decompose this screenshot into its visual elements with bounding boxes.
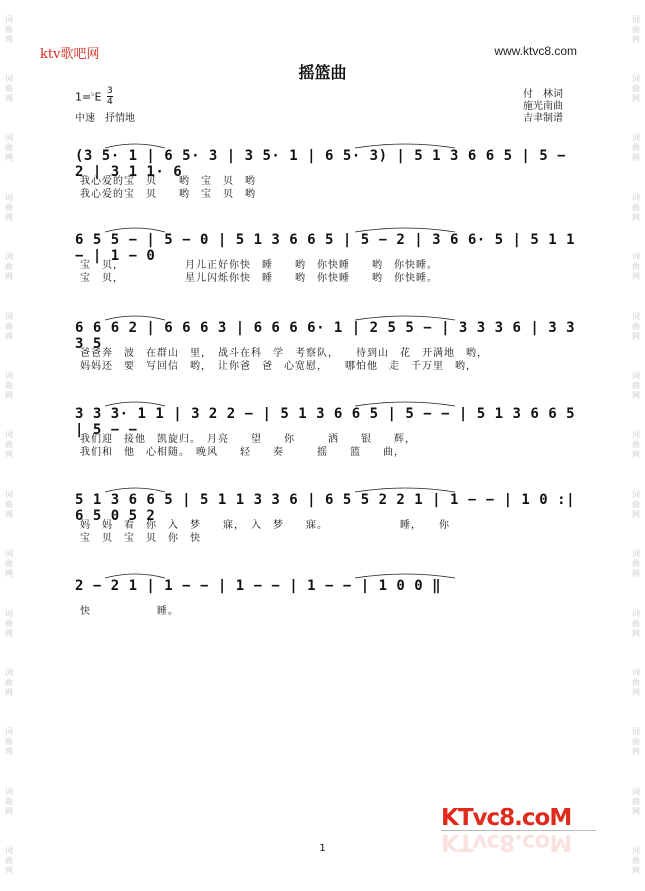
- watermark-glyph: 词 曲 网: [632, 786, 640, 816]
- lyric-line: 宝 贝 宝 贝 你 快: [80, 533, 201, 544]
- watermark-glyph: 词 曲 网: [5, 192, 13, 222]
- notation-line: 5 1 3 6 6 5 | 5 1 1 3 3 6 | 6 5 5 2 2 1 | 1 − − | 1 0 :| 6 5 0 5 2: [75, 492, 576, 524]
- lyric-line: 宝 贝， 星儿闪烁你快 睡 哟 你快睡 哟 你快睡。: [80, 273, 438, 284]
- notation-row: [75, 140, 575, 180]
- page-number: 1: [319, 843, 326, 854]
- watermark-glyph: 词 曲 网: [632, 846, 640, 876]
- notation-line: 6 6 6 2 | 6 6 6 3 | 6 6 6 6· 1 | 2 5 5 − | 3 3 3 6 | 3 3 3 5: [75, 320, 576, 352]
- watermark-glyph: 词 曲 网: [5, 846, 13, 876]
- watermark-glyph: 词 曲 网: [5, 311, 13, 341]
- watermark-glyph: 词 曲 网: [5, 489, 13, 519]
- key-signature: 1=♭E: [75, 90, 102, 104]
- watermark-glyph: 词 曲 网: [632, 549, 640, 579]
- watermark-glyph: 词 曲 网: [632, 727, 640, 757]
- watermark-glyph: 词 曲 网: [632, 14, 640, 44]
- watermark-glyph: 词 曲 网: [632, 74, 640, 104]
- lyric-line: 我心爱的宝 贝 哟 宝 贝 哟: [80, 176, 256, 187]
- notation-line: (3 5· 1 | 6 5· 3 | 3 5· 1 | 6 5· 3) | 5 1 3 6 6 5 | 5 − 2 | 3 1 1· 6: [75, 148, 567, 180]
- notation-row: [75, 570, 575, 596]
- notation-row: [75, 312, 576, 352]
- watermark-glyph: 词 曲 网: [5, 608, 13, 638]
- lyric-line: 宝 贝， 月儿正好你快 睡 哟 你快睡 哟 你快睡。: [80, 260, 438, 271]
- watermark-glyph: 词 曲 网: [5, 371, 13, 401]
- composer-credit: 施光南曲: [523, 101, 563, 112]
- side-watermark-left: [0, 0, 18, 891]
- notation-row: [75, 224, 576, 264]
- brand-logo: KTvc8.coM: [441, 805, 572, 831]
- lyric-line: 妈 妈 看 你 入 梦 寐， 入 梦 寐。 睡， 你: [80, 520, 450, 531]
- brand-logo-reflection: KTvc8.coM: [441, 829, 572, 855]
- watermark-glyph: 词 曲 网: [632, 667, 640, 697]
- notation-line: 2 − 2 1 | 1 − − | 1 − − | 1 − − | 1 0 0 ‖: [75, 578, 442, 594]
- watermark-glyph: 词 曲 网: [5, 549, 13, 579]
- lyric-line: 爸爸奔 波 在群山 里， 战斗在科 学 考察队， 待到山 花 开满地 哟，: [80, 348, 488, 359]
- lyric-line: 我们迎 接他 凯旋归。 月亮 望 你 洒 银 辉，: [80, 434, 416, 445]
- watermark-glyph: 词 曲 网: [632, 252, 640, 282]
- watermark-glyph: 词 曲 网: [5, 252, 13, 282]
- watermark-glyph: 词 曲 网: [5, 133, 13, 163]
- notation-row: [75, 398, 576, 438]
- watermark-glyph: 词 曲 网: [632, 311, 640, 341]
- site-url[interactable]: www.ktvc8.com: [494, 44, 577, 58]
- lyric-line: 快 睡。: [80, 606, 179, 617]
- watermark-glyph: 词 曲 网: [5, 667, 13, 697]
- tempo-marking: 中速 抒情地: [75, 113, 135, 124]
- watermark-glyph: 词 曲 网: [632, 489, 640, 519]
- lyric-line: 我心爱的宝 贝 哟 宝 贝 哟: [80, 189, 256, 200]
- site-logo[interactable]: ktv歌吧网: [40, 47, 100, 62]
- watermark-glyph: 词 曲 网: [632, 608, 640, 638]
- notation-row: [75, 484, 576, 524]
- notation-line: 6 5 5 − | 5 − 0 | 5 1 3 6 6 5 | 5 − 2 | 3 6 6· 5 | 5 1 1 − | 1 − 0: [75, 232, 576, 264]
- lyric-line: 我们和 他 心相随。 晚风 轻 奏 摇 篮 曲，: [80, 447, 405, 458]
- watermark-glyph: 词 曲 网: [632, 371, 640, 401]
- time-signature: 3 4: [107, 86, 113, 107]
- side-watermark-right: [627, 0, 645, 891]
- watermark-glyph: 词 曲 网: [5, 727, 13, 757]
- watermark-glyph: 词 曲 网: [5, 14, 13, 44]
- watermark-glyph: 词 曲 网: [5, 74, 13, 104]
- engraver-credit: 吉聿制谱: [523, 113, 563, 124]
- notation-line: 3 3 3· 1 1 | 3 2 2 − | 5 1 3 6 6 5 | 5 − − | 5 1 3 6 6 5 | 5 − −: [75, 406, 576, 438]
- watermark-glyph: 词 曲 网: [632, 430, 640, 460]
- watermark-glyph: 词 曲 网: [5, 786, 13, 816]
- watermark-glyph: 词 曲 网: [632, 133, 640, 163]
- watermark-glyph: 词 曲 网: [5, 430, 13, 460]
- brand-underline: [441, 830, 596, 831]
- lyricist-credit: 付 林词: [523, 89, 563, 100]
- lyric-line: 妈妈还 要 写回信 哟， 让你爸 爸 心宽慰， 哪怕他 走 千万里 哟，: [80, 361, 477, 372]
- watermark-glyph: 词 曲 网: [632, 192, 640, 222]
- song-title: 摇篮曲: [298, 63, 347, 82]
